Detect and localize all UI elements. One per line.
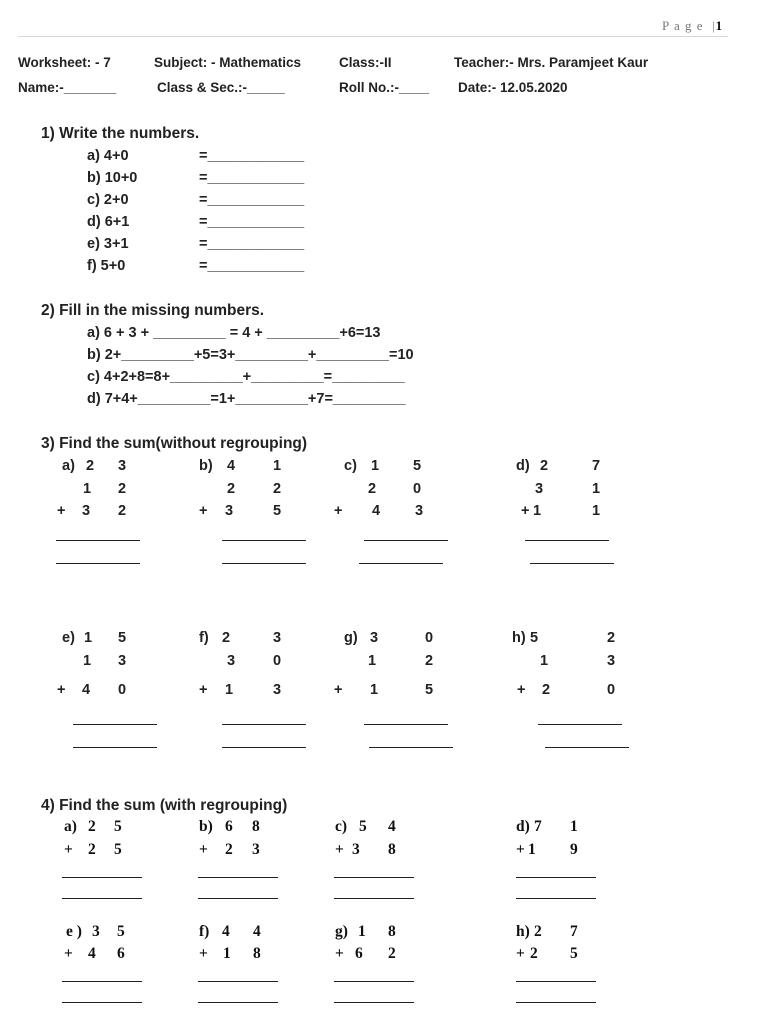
answer-line [545,747,629,748]
q3-digit: 5 [413,458,422,474]
q4-digit: 7 [534,818,542,835]
q4-digit: 6 [117,945,125,962]
q3-problem-label: e) [62,630,75,646]
q3-digit: 1 [371,458,380,474]
question-4-title: 4) Find the sum (with regrouping) [41,797,288,814]
q3-digit: 0 [607,682,616,698]
q3-digit: 1 [84,630,93,646]
question-2-title: 2) Fill in the missing numbers. [41,302,265,319]
q4-digit: 4 [388,818,396,835]
answer-line [359,563,443,564]
q3-digit: 1 [225,682,234,698]
q4-digit: 6 [355,945,363,962]
date: Date:- 12.05.2020 [458,80,568,95]
plus-sign: + [334,503,343,519]
q3-digit: 2 [540,458,549,474]
answer-line [334,877,414,878]
q3-digit: 3 [273,682,282,698]
plus-sign: + [199,841,208,858]
q3-digit: 3 [370,630,379,646]
q3-digit: 2 [368,481,377,497]
q4-digit: 5 [117,923,125,940]
q4-digit: 2 [225,841,233,858]
q1-item-label: c) 2+0 [87,192,129,208]
q3-digit: 1 [83,653,92,669]
q3-problem-label: f) [199,630,209,646]
answer-line [62,898,142,899]
answer-line [516,981,596,982]
answer-line [198,898,278,899]
plus-sign: + [64,841,73,858]
plus-sign: + [334,682,343,698]
q1-answer-blank: =____________ [199,214,305,230]
q3-problem-label: c) [344,458,357,474]
answer-line [56,540,140,541]
q3-digit: 3 [535,481,544,497]
plus-sign: + [335,945,344,962]
answer-line [364,540,448,541]
q3-problem-label: h) [512,630,526,646]
page-number [662,18,722,34]
q4-problem-label: h) [516,923,530,940]
q3-digit: 2 [118,503,127,519]
header-divider [18,36,728,37]
q3-problem-label: d) [516,458,530,474]
q4-digit: 3 [252,841,260,858]
q4-digit: 5 [114,818,122,835]
q4-digit: 3 [92,923,100,940]
q4-digit: 7 [570,923,578,940]
answer-line [516,898,596,899]
q3-digit: 2 [222,630,231,646]
answer-line [56,563,140,564]
q3-digit: 2 [542,682,551,698]
answer-line [62,1002,142,1003]
q3-digit: 3 [118,458,127,474]
q3-problem-label: b) [199,458,213,474]
q2-item: d) 7+4+_________=1+_________+7=_________ [87,391,406,407]
q4-digit: 5 [114,841,122,858]
q3-digit: 3 [225,503,234,519]
plus-sign: + [64,945,73,962]
q1-answer-blank: =____________ [199,192,305,208]
q2-item: a) 6 + 3 + _________ = 4 + _________+6=13 [87,325,381,341]
q4-digit: 3 [352,841,360,858]
q1-answer-blank: =____________ [199,148,305,164]
q3-digit: 0 [273,653,282,669]
q4-digit: 8 [388,923,396,940]
page-label: P a g e | [662,18,716,33]
q1-answer-blank: =____________ [199,236,305,252]
answer-line [222,724,306,725]
q3-digit: 1 [540,653,549,669]
q3-digit: 5 [118,630,127,646]
q3-digit: 2 [118,481,127,497]
q1-answer-blank: =____________ [199,170,305,186]
q3-digit: 0 [425,630,434,646]
q4-digit: 1 [223,945,231,962]
q3-digit: 4 [372,503,381,519]
q3-digit: 1 [83,481,92,497]
answer-line [222,563,306,564]
plus-sign: + [516,841,525,858]
answer-line [198,877,278,878]
q4-digit: 4 [88,945,96,962]
q3-digit: 3 [82,503,91,519]
answer-line [525,540,609,541]
q3-digit: 2 [273,481,282,497]
q3-digit: 1 [368,653,377,669]
q4-problem-label: d) [516,818,530,835]
answer-line [516,877,596,878]
plus-sign: + [57,503,66,519]
answer-line [364,724,448,725]
teacher: Teacher:- Mrs. Paramjeet Kaur [454,55,649,70]
answer-line [334,981,414,982]
q4-digit: 8 [388,841,396,858]
question-1-title: 1) Write the numbers. [41,125,200,142]
q3-digit: 1 [533,503,542,519]
q3-digit: 5 [530,630,539,646]
answer-line [198,981,278,982]
q4-digit: 5 [570,945,578,962]
subject: Subject: - Mathematics [154,55,302,70]
plus-sign: + [199,945,208,962]
q4-digit: 1 [570,818,578,835]
q1-answer-blank: =____________ [199,258,305,274]
name-field: Name:-_______ [18,80,117,95]
q3-digit: 5 [425,682,434,698]
q4-problem-label: b) [199,818,213,835]
q4-digit: 2 [530,945,538,962]
q4-digit: 8 [253,945,261,962]
answer-line [334,898,414,899]
answer-line [334,1002,414,1003]
answer-line [222,747,306,748]
q1-item-label: e) 3+1 [87,236,129,252]
q3-digit: 4 [227,458,236,474]
q4-problem-label: a) [64,818,77,835]
worksheet-number: Worksheet: - 7 [18,55,111,70]
answer-line [516,1002,596,1003]
answer-line [369,747,453,748]
q4-digit: 2 [534,923,542,940]
q3-digit: 4 [82,682,91,698]
q1-item-label: d) 6+1 [87,214,130,230]
q4-digit: 1 [358,923,366,940]
class: Class:-II [339,55,392,70]
answer-line [538,724,622,725]
q4-digit: 2 [88,818,96,835]
q3-problem-label: a) [62,458,75,474]
q4-digit: 6 [225,818,233,835]
q3-digit: 7 [592,458,601,474]
q3-digit: 3 [607,653,616,669]
q4-problem-label: g) [335,923,348,940]
q3-digit: 1 [592,503,601,519]
q3-digit: 1 [370,682,379,698]
q3-digit: 0 [413,481,422,497]
answer-line [222,540,306,541]
q4-problem-label: c) [335,818,348,835]
q3-digit: 3 [273,630,282,646]
q3-digit: 3 [227,653,236,669]
plus-sign: + [57,682,66,698]
question-3-title: 3) Find the sum(without regrouping) [41,435,308,452]
plus-sign: + [517,682,526,698]
class-section-field: Class & Sec.:-_____ [157,80,285,95]
q3-digit: 5 [273,503,282,519]
q4-digit: 8 [252,818,260,835]
q2-item: b) 2+_________+5=3+_________+_________=10 [87,347,414,363]
q3-digit: 2 [607,630,616,646]
plus-sign: + [335,841,344,858]
q3-digit: 2 [227,481,236,497]
q4-digit: 4 [253,923,261,940]
q4-problem-label: e ) [66,923,82,940]
q1-item-label: a) 4+0 [87,148,129,164]
q3-digit: 1 [273,458,282,474]
plus-sign: + [516,945,525,962]
answer-line [62,877,142,878]
roll-number-field: Roll No.:-____ [339,80,430,95]
q4-problem-label: f) [199,923,210,940]
q2-item: c) 4+2+8=8+_________+_________=_________ [87,369,405,385]
answer-line [73,747,157,748]
q4-digit: 5 [359,818,367,835]
q3-digit: 3 [415,503,424,519]
plus-sign: + [199,503,208,519]
plus-sign: + [521,503,530,519]
plus-sign: + [199,682,208,698]
q1-item-label: b) 10+0 [87,170,138,186]
q3-problem-label: g) [344,630,358,646]
q4-digit: 2 [388,945,396,962]
q3-digit: 0 [118,682,127,698]
q4-digit: 1 [528,841,536,858]
q3-digit: 2 [425,653,434,669]
answer-line [530,563,614,564]
q3-digit: 3 [118,653,127,669]
q4-digit: 2 [88,841,96,858]
q1-item-label: f) 5+0 [87,258,126,274]
q4-digit: 4 [222,923,230,940]
answer-line [73,724,157,725]
page-number-value: 1 [715,18,723,33]
q4-digit: 9 [570,841,578,858]
q3-digit: 2 [86,458,95,474]
q3-digit: 1 [592,481,601,497]
answer-line [198,1002,278,1003]
answer-line [62,981,142,982]
